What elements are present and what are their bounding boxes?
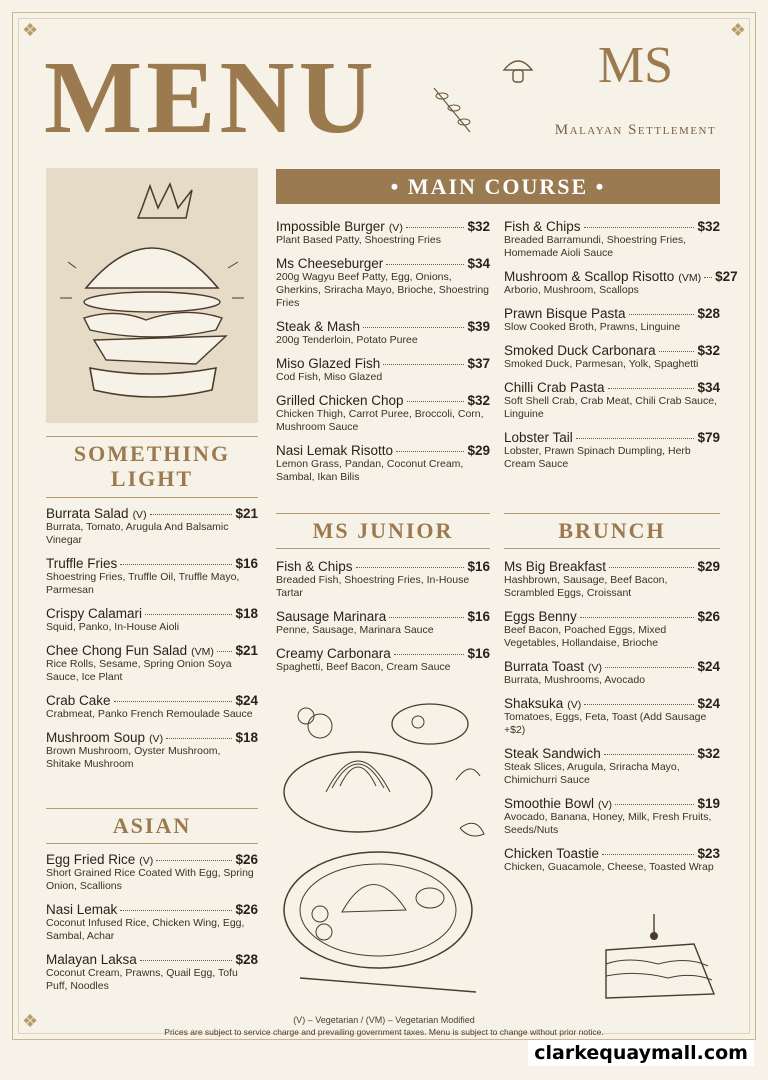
- menu-item-description: Burrata, Mushrooms, Avocado: [504, 674, 646, 686]
- menu-item-price: $32: [697, 343, 720, 358]
- brand-logo: [548, 37, 723, 139]
- menu-item-price: $19: [697, 796, 720, 811]
- menu-item-name: Nasi Lemak: [46, 902, 118, 917]
- food-illustration: [280, 700, 490, 1000]
- menu-item-description: Breaded Fish, Shoestring Fries, In-House Tartar: [276, 574, 470, 599]
- dot-leader: [166, 738, 232, 739]
- menu-item-row: [276, 256, 490, 271]
- dot-leader: [120, 564, 232, 565]
- dot-leader: [602, 854, 694, 855]
- menu-item-name: Eggs Benny: [504, 609, 577, 624]
- main-course-right: [504, 219, 738, 480]
- dot-leader: [140, 960, 233, 961]
- herb-icon: [428, 84, 476, 136]
- section-title-something-light: SOMETHING LIGHT: [73, 441, 231, 491]
- menu-item-row: [276, 319, 490, 334]
- menu-item: [46, 606, 258, 634]
- menu-item-row: [504, 746, 720, 761]
- menu-item-name: Prawn Bisque Pasta: [504, 306, 626, 321]
- divider: [276, 513, 490, 514]
- menu-item-tag: (V): [388, 222, 403, 234]
- dot-leader: [150, 514, 233, 515]
- menu-item-price: $26: [235, 902, 258, 917]
- menu-item-description: Chicken Thigh, Carrot Puree, Broccoli, Corn, Mushroom Sauce: [276, 408, 484, 433]
- menu-item-row: [504, 430, 720, 445]
- menu-item-row: [504, 343, 720, 358]
- menu-item-price: $24: [697, 659, 720, 674]
- menu-item: [46, 506, 258, 547]
- menu-item-description: Steak Slices, Arugula, Sriracha Mayo, Chimichurri Sauce: [504, 761, 680, 786]
- menu-item-description: Spaghetti, Beef Bacon, Cream Sauce: [276, 661, 451, 673]
- menu-item-description: Beef Bacon, Poached Eggs, Mixed Vegetables, Hollandaise, Brioche: [504, 624, 667, 649]
- section-title-brunch: BRUNCH: [558, 518, 666, 543]
- menu-list: [504, 559, 720, 874]
- menu-item-description: Hashbrown, Sausage, Beef Bacon, Scrambled Eggs, Croissant: [504, 574, 668, 599]
- dot-leader: [386, 264, 464, 265]
- dot-leader: [659, 351, 695, 352]
- menu-item-name: Nasi Lemak Risotto: [276, 443, 394, 458]
- divider: [46, 436, 258, 437]
- menu-item-price: $28: [235, 952, 258, 967]
- dot-leader: [394, 654, 465, 655]
- menu-item-description: Arborio, Mushroom, Scallops: [504, 284, 639, 296]
- section-title-main-course: • MAIN COURSE •: [276, 169, 720, 204]
- menu-item-price: $26: [697, 609, 720, 624]
- dot-leader: [406, 227, 465, 228]
- menu-item-row: [276, 609, 490, 624]
- menu-item: [276, 609, 490, 637]
- menu-item: [46, 730, 258, 771]
- corner-ornament-icon: ❖: [22, 1011, 39, 1031]
- burger-icon: [46, 168, 258, 423]
- menu-item: [46, 952, 258, 993]
- menu-item-name: Chicken Toastie: [504, 846, 600, 861]
- prices-note: Prices are subject to service charge and prevailing government taxes. Menu is subject to change without prior notice.: [164, 1027, 604, 1037]
- dot-leader: [217, 651, 233, 652]
- menu-item-name: Smoked Duck Carbonara: [504, 343, 656, 358]
- corner-ornament-icon: ❖: [729, 20, 746, 40]
- menu-item: [504, 696, 720, 737]
- menu-item-name: Mushroom Soup: [46, 730, 146, 745]
- menu-item-name: Burrata Salad: [46, 506, 129, 521]
- menu-item: [276, 646, 490, 674]
- dot-leader: [615, 804, 694, 805]
- menu-item-row: [276, 219, 490, 234]
- menu-item-row: [46, 952, 258, 967]
- menu-item-price: $24: [697, 696, 720, 711]
- menu-item-price: $29: [467, 443, 490, 458]
- menu-item-row: [46, 606, 258, 621]
- menu-item-name: Crispy Calamari: [46, 606, 143, 621]
- menu-item-description: Lobster, Prawn Spinach Dumpling, Herb Cream Sauce: [504, 445, 691, 470]
- logo-monogram: MS: [597, 37, 674, 94]
- menu-item-price: $16: [467, 646, 490, 661]
- menu-item-price: $28: [697, 306, 720, 321]
- menu-item-price: $21: [235, 506, 258, 521]
- menu-item-description: Breaded Barramundi, Shoestring Fries, Homemade Aioli Sauce: [504, 234, 687, 259]
- menu-item-row: [276, 393, 490, 408]
- menu-item-row: [504, 846, 720, 861]
- dot-leader: [396, 451, 464, 452]
- menu-item-price: $26: [235, 852, 258, 867]
- menu-item-name: Burrata Toast: [504, 659, 585, 674]
- menu-item-row: [504, 659, 720, 674]
- dot-leader: [604, 754, 695, 755]
- menu-item-name: Sausage Marinara: [276, 609, 387, 624]
- menu-item-row: [276, 559, 490, 574]
- menu-item-description: Lemon Grass, Pandan, Coconut Cream, Sambal, Ikan Bilis: [276, 458, 464, 483]
- menu-item: [46, 643, 258, 684]
- menu-item-row: [46, 506, 258, 521]
- menu-list: [504, 219, 738, 471]
- menu-item-name: Chilli Crab Pasta: [504, 380, 605, 395]
- menu-list: [46, 852, 258, 993]
- menu-item-price: $32: [697, 746, 720, 761]
- menu-item-description: Slow Cooked Broth, Prawns, Linguine: [504, 321, 681, 333]
- menu-item-description: Rice Rolls, Sesame, Spring Onion Soya Sauce, Ice Plant: [46, 658, 232, 683]
- menu-item: [46, 693, 258, 721]
- menu-item: [504, 559, 720, 600]
- brunch-section: [504, 513, 720, 883]
- menu-item-name: Ms Big Breakfast: [504, 559, 607, 574]
- dot-leader: [580, 617, 695, 618]
- corner-ornament-icon: ❖: [22, 20, 39, 40]
- menu-item: [46, 902, 258, 943]
- menu-item-row: [46, 643, 258, 658]
- divider: [504, 548, 720, 549]
- menu-item-name: Crab Cake: [46, 693, 111, 708]
- menu-item-tag: (V): [588, 662, 603, 674]
- menu-item-price: $23: [697, 846, 720, 861]
- menu-item-tag: (V): [139, 855, 154, 867]
- menu-item-price: $79: [697, 430, 720, 445]
- menu-item-name: Smoothie Bowl: [504, 796, 595, 811]
- menu-item: [504, 746, 720, 787]
- menu-item-description: Shoestring Fries, Truffle Oil, Truffle Mayo, Parmesan: [46, 571, 240, 596]
- menu-item-description: Avocado, Banana, Honey, Milk, Fresh Fruits, Seeds/Nuts: [504, 811, 712, 836]
- divider: [46, 497, 258, 498]
- dot-leader: [145, 614, 232, 615]
- menu-item-name: Steak & Mash: [276, 319, 361, 334]
- menu-item-row: [46, 730, 258, 745]
- menu-item: [276, 559, 490, 600]
- menu-item: [276, 393, 490, 434]
- menu-item-tag: (V): [132, 509, 147, 521]
- menu-item: [504, 219, 720, 260]
- menu-item-price: $37: [467, 356, 490, 371]
- menu-item-price: $18: [235, 730, 258, 745]
- menu-item-price: $29: [697, 559, 720, 574]
- menu-title: MENU: [44, 40, 378, 155]
- menu-item-description: Tomatoes, Eggs, Feta, Toast (Add Sausage +$2): [504, 711, 707, 736]
- menu-item: [504, 796, 720, 837]
- menu-item-name: Creamy Carbonara: [276, 646, 391, 661]
- main-course-left: [276, 219, 490, 493]
- dot-leader: [576, 438, 695, 439]
- menu-item-row: [504, 380, 720, 395]
- menu-item-row: [276, 646, 490, 661]
- menu-item-name: Truffle Fries: [46, 556, 118, 571]
- something-light-section: [46, 436, 258, 780]
- dot-leader: [120, 910, 232, 911]
- dot-leader: [156, 860, 232, 861]
- menu-item-description: Burrata, Tomato, Arugula And Balsamic Vinegar: [46, 521, 229, 546]
- section-title-asian: ASIAN: [112, 813, 192, 838]
- dot-leader: [584, 704, 694, 705]
- dot-leader: [407, 401, 465, 402]
- watermark: clarkequaymall.com: [528, 1040, 754, 1066]
- dot-leader: [363, 327, 464, 328]
- menu-item-row: [46, 852, 258, 867]
- menu-item-price: $18: [235, 606, 258, 621]
- menu-item-row: [504, 219, 720, 234]
- menu-item: [504, 659, 720, 687]
- dot-leader: [114, 701, 233, 702]
- menu-item: [504, 306, 720, 334]
- dot-leader: [609, 567, 694, 568]
- menu-item-description: Penne, Sausage, Marinara Sauce: [276, 624, 434, 636]
- menu-item-price: $16: [467, 609, 490, 624]
- menu-item: [504, 269, 738, 297]
- asian-section: [46, 808, 258, 1002]
- menu-item-row: [504, 696, 720, 711]
- dot-leader: [608, 388, 695, 389]
- divider: [504, 513, 720, 514]
- menu-item-name: Shaksuka: [504, 696, 564, 711]
- menu-list: [46, 506, 258, 771]
- mushroom-icon: [500, 52, 536, 86]
- burger-illustration: [46, 168, 258, 423]
- menu-item-description: Short Grained Rice Coated With Egg, Spring Onion, Scallions: [46, 867, 254, 892]
- menu-item-price: $24: [235, 693, 258, 708]
- dot-leader: [629, 314, 695, 315]
- menu-item: [504, 430, 720, 471]
- menu-item-row: [46, 693, 258, 708]
- menu-item-tag: (V): [567, 699, 582, 711]
- menu-list: [276, 559, 490, 674]
- menu-item-description: Coconut Cream, Prawns, Quail Egg, Tofu Puff, Noodles: [46, 967, 238, 992]
- menu-item-tag: (VM): [191, 646, 214, 658]
- dot-leader: [704, 277, 712, 278]
- menu-item-description: Smoked Duck, Parmesan, Yolk, Spaghetti: [504, 358, 699, 370]
- menu-item-description: Brown Mushroom, Oyster Mushroom, Shitake Mushroom: [46, 745, 221, 770]
- divider: [46, 843, 258, 844]
- brand-name: Malayan Settlement: [554, 122, 717, 138]
- menu-item-description: Soft Shell Crab, Crab Meat, Chili Crab Sauce, Linguine: [504, 395, 718, 420]
- section-title-ms-junior: MS JUNIOR: [312, 518, 454, 543]
- menu-item-name: Impossible Burger: [276, 219, 385, 234]
- menu-item: [504, 846, 720, 874]
- menu-item-row: [504, 269, 738, 284]
- menu-item-price: $39: [467, 319, 490, 334]
- menu-item-price: $32: [467, 219, 490, 234]
- menu-item: [46, 556, 258, 597]
- menu-item-description: Coconut Infused Rice, Chicken Wing, Egg, Sambal, Achar: [46, 917, 245, 942]
- menu-item: [504, 609, 720, 650]
- menu-item: [504, 343, 720, 371]
- menu-item-name: Egg Fried Rice: [46, 852, 136, 867]
- menu-item-price: $21: [235, 643, 258, 658]
- menu-item-description: 200g Tenderloin, Potato Puree: [276, 334, 418, 346]
- dot-leader: [584, 227, 695, 228]
- sandwich-icon: [598, 910, 718, 1010]
- menu-item-description: Crabmeat, Panko French Remoulade Sauce: [46, 708, 253, 720]
- menu-item-row: [504, 306, 720, 321]
- ms-junior-section: [276, 513, 490, 683]
- menu-item: [276, 256, 490, 310]
- menu-item: [276, 356, 490, 384]
- menu-item-name: Grilled Chicken Chop: [276, 393, 404, 408]
- menu-item-name: Miso Glazed Fish: [276, 356, 381, 371]
- menu-item: [276, 219, 490, 247]
- menu-item-price: $27: [715, 269, 738, 284]
- menu-item-row: [504, 559, 720, 574]
- dot-leader: [356, 567, 465, 568]
- menu-item-row: [276, 356, 490, 371]
- menu-item-name: Fish & Chips: [504, 219, 581, 234]
- menu-item-row: [276, 443, 490, 458]
- menu-item-row: [46, 902, 258, 917]
- menu-item-price: $16: [467, 559, 490, 574]
- menu-item-description: Cod Fish, Miso Glazed: [276, 371, 383, 383]
- menu-item-name: Malayan Laksa: [46, 952, 137, 967]
- menu-item-price: $32: [467, 393, 490, 408]
- dot-leader: [389, 617, 464, 618]
- menu-item-name: Mushroom & Scallop Risotto: [504, 269, 675, 284]
- menu-item-tag: (VM): [678, 272, 702, 284]
- menu-item-name: Fish & Chips: [276, 559, 353, 574]
- menu-item-description: Squid, Panko, In-House Aioli: [46, 621, 180, 633]
- menu-item-name: Steak Sandwich: [504, 746, 601, 761]
- menu-item-price: $16: [235, 556, 258, 571]
- menu-item: [504, 380, 720, 421]
- menu-item-description: Plant Based Patty, Shoestring Fries: [276, 234, 441, 246]
- menu-item: [276, 443, 490, 484]
- menu-item-row: [46, 556, 258, 571]
- menu-item-name: Chee Chong Fun Salad: [46, 643, 188, 658]
- divider: [276, 548, 490, 549]
- menu-item-row: [504, 796, 720, 811]
- menu-item-price: $34: [697, 380, 720, 395]
- menu-item-description: Chicken, Guacamole, Cheese, Toasted Wrap: [504, 861, 714, 873]
- menu-item-tag: (V): [149, 733, 164, 745]
- menu-item-tag: (V): [598, 799, 613, 811]
- dot-leader: [605, 667, 694, 668]
- menu-item-row: [504, 609, 720, 624]
- menu-list: [276, 219, 490, 484]
- divider: [46, 808, 258, 809]
- menu-item-price: $34: [467, 256, 490, 271]
- menu-item-name: Ms Cheeseburger: [276, 256, 384, 271]
- menu-item-name: Lobster Tail: [504, 430, 573, 445]
- dot-leader: [383, 364, 464, 365]
- menu-item: [46, 852, 258, 893]
- menu-item-price: $32: [697, 219, 720, 234]
- legend-note: (V) – Vegetarian / (VM) – Vegetarian Modified: [293, 1015, 475, 1025]
- menu-item: [276, 319, 490, 347]
- menu-item-description: 200g Wagyu Beef Patty, Egg, Onions, Gherkins, Sriracha Mayo, Brioche, Shoestring Fries: [276, 271, 490, 309]
